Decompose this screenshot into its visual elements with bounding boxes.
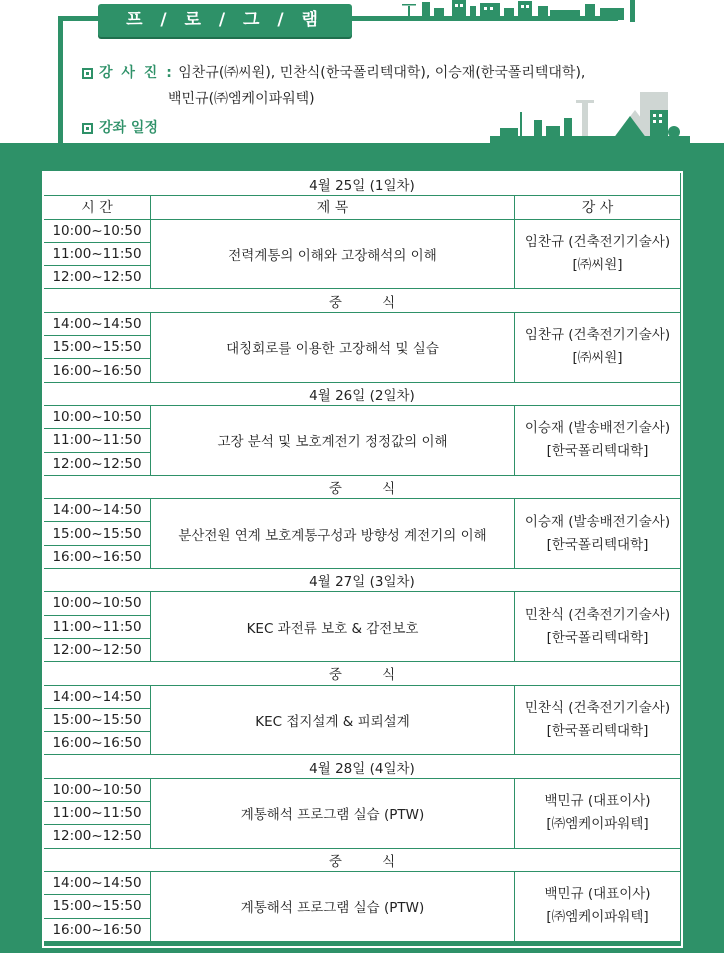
time-cell: 14:00~14:50	[44, 685, 151, 708]
table-row	[44, 871, 681, 894]
instructor-name: 민찬식 (건축전기기술사)	[524, 606, 671, 623]
header-row	[44, 196, 681, 219]
instructor-name: 임찬규 (건축전기기술사)	[524, 327, 671, 344]
frame-line-left	[58, 16, 63, 143]
table-row	[44, 405, 681, 428]
lunch-row	[44, 475, 681, 498]
topic-cell: KEC 과전류 보호 & 감전보호	[151, 592, 515, 662]
instructor-cell	[515, 685, 681, 755]
frame-line-right	[630, 0, 635, 22]
header-time: 시 간	[44, 196, 151, 219]
time-cell: 12:00~12:50	[44, 825, 151, 848]
lecturers-names-line1: 임찬규(㈜씨원), 민찬식(한국폴리텍대학), 이승재(한국폴리텍대학),	[178, 65, 586, 81]
day-row	[44, 755, 681, 778]
day-title: 4월 26일 (2일차)	[44, 382, 681, 405]
table-row	[44, 592, 681, 615]
time-cell: 10:00~10:50	[44, 778, 151, 801]
lecturers-row	[82, 62, 585, 82]
lunch-label: 중 식	[44, 848, 681, 871]
time-cell: 15:00~15:50	[44, 708, 151, 731]
lecturers-label: 강 사 진 :	[99, 65, 174, 81]
time-cell: 15:00~15:50	[44, 336, 151, 359]
day-row	[44, 382, 681, 405]
time-cell: 16:00~16:50	[44, 918, 151, 941]
instructor-affiliation: [㈜씨원]	[572, 257, 623, 274]
time-cell: 10:00~10:50	[44, 592, 151, 615]
topic-cell: KEC 접지설계 & 피뢰설계	[151, 685, 515, 755]
lunch-label: 중 식	[44, 662, 681, 685]
time-cell: 15:00~15:50	[44, 522, 151, 545]
topic-cell: 대칭회로를 이용한 고장해석 및 실습	[151, 312, 515, 382]
day-row	[44, 173, 681, 196]
instructor-cell	[515, 405, 681, 475]
schedule-table	[43, 172, 681, 942]
program-banner: 프 / 로 / 그 / 램	[98, 4, 352, 37]
instructor-affiliation: [㈜엠케이파워텍]	[546, 816, 649, 833]
instructor-name: 백민규 (대표이사)	[544, 886, 651, 903]
schedule-label: 강좌 일정	[99, 120, 158, 136]
instructor-name: 민찬식 (건축전기기술사)	[524, 699, 671, 716]
topic-cell: 계통해석 프로그램 실습 (PTW)	[151, 871, 515, 941]
city-skyline-icon	[400, 0, 630, 20]
instructor-cell	[515, 312, 681, 382]
topic-cell: 고장 분석 및 보호계전기 정정값의 이해	[151, 405, 515, 475]
time-cell: 11:00~11:50	[44, 802, 151, 825]
instructor-cell	[515, 592, 681, 662]
topic-cell: 계통해석 프로그램 실습 (PTW)	[151, 778, 515, 848]
day-title: 4월 28일 (4일차)	[44, 755, 681, 778]
header-panel	[0, 0, 724, 143]
time-cell: 14:00~14:50	[44, 871, 151, 894]
time-cell: 12:00~12:50	[44, 452, 151, 475]
topic-cell: 전력계통의 이해와 고장해석의 이해	[151, 219, 515, 289]
time-cell: 16:00~16:50	[44, 545, 151, 568]
time-cell: 10:00~10:50	[44, 219, 151, 242]
day-title: 4월 27일 (3일차)	[44, 569, 681, 592]
time-cell: 10:00~10:50	[44, 405, 151, 428]
time-cell: 11:00~11:50	[44, 242, 151, 265]
table-row	[44, 685, 681, 708]
header-title: 제 목	[151, 196, 515, 219]
lunch-row	[44, 848, 681, 871]
instructor-affiliation: [한국폴리텍대학]	[546, 629, 649, 646]
time-cell: 11:00~11:50	[44, 429, 151, 452]
instructor-name: 이승재 (발송배전기술사)	[524, 420, 671, 437]
time-cell: 14:00~14:50	[44, 499, 151, 522]
time-cell: 16:00~16:50	[44, 359, 151, 382]
header-instructor: 강 사	[515, 196, 681, 219]
instructor-cell	[515, 871, 681, 941]
lunch-row	[44, 662, 681, 685]
table-row	[44, 312, 681, 335]
instructor-affiliation: [㈜씨원]	[572, 350, 623, 367]
lunch-label: 중 식	[44, 475, 681, 498]
instructor-name: 이승재 (발송배전기술사)	[524, 513, 671, 530]
lunch-label: 중 식	[44, 289, 681, 312]
city-skyline-icon	[490, 90, 690, 143]
time-cell: 15:00~15:50	[44, 895, 151, 918]
instructor-affiliation: [한국폴리텍대학]	[546, 443, 649, 460]
lunch-row	[44, 289, 681, 312]
instructor-cell	[515, 499, 681, 569]
lecturers-names-line2: 백민규(㈜엠케이파워텍)	[168, 91, 315, 107]
instructor-affiliation: [한국폴리텍대학]	[546, 536, 649, 553]
square-bullet-icon	[82, 123, 93, 134]
instructor-affiliation: [㈜엠케이파워텍]	[546, 909, 649, 926]
day-title: 4월 25일 (1일차)	[44, 173, 681, 196]
day-row	[44, 569, 681, 592]
instructor-name: 임찬규 (건축전기기술사)	[524, 234, 671, 251]
schedule-heading	[82, 117, 158, 137]
table-row	[44, 499, 681, 522]
time-cell: 12:00~12:50	[44, 266, 151, 289]
time-cell: 12:00~12:50	[44, 638, 151, 661]
topic-cell: 분산전원 연계 보호계통구성과 방향성 계전기의 이해	[151, 499, 515, 569]
instructor-name: 백민규 (대표이사)	[544, 793, 651, 810]
table-row	[44, 219, 681, 242]
table-row	[44, 778, 681, 801]
time-cell: 11:00~11:50	[44, 615, 151, 638]
time-cell: 14:00~14:50	[44, 312, 151, 335]
square-bullet-icon	[82, 68, 93, 79]
instructor-affiliation: [한국폴리텍대학]	[546, 722, 649, 739]
time-cell: 16:00~16:50	[44, 732, 151, 755]
instructor-cell	[515, 219, 681, 289]
instructor-cell	[515, 778, 681, 848]
